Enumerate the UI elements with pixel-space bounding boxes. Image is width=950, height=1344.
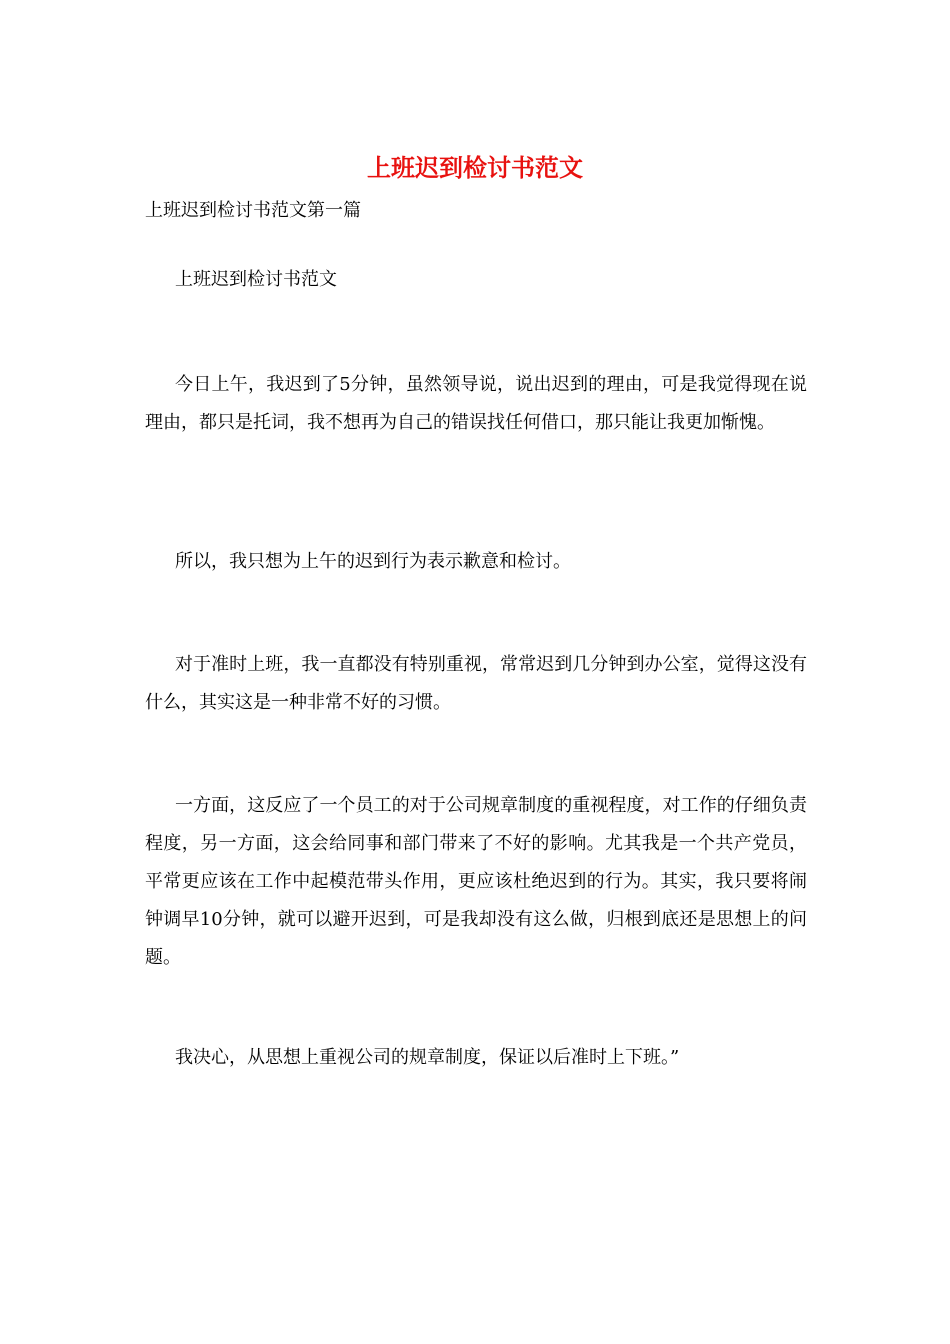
document-title: 上班迟到检讨书范文 xyxy=(367,153,583,182)
paragraph: 所以，我只想为上午的迟到行为表示歉意和检讨。 xyxy=(175,551,571,572)
paragraph: 一方面，这反应了一个员工的对于公司规章制度的重视程度，对工作的仔细负责程度，另一方面，这会给同事和部门带来了不好的影响。尤其我是一个共产党员，平常更应该在工作中起模范带头作用，更应该杜绝迟到的行为。其实，我只要将闹钟调早10分钟，就可以避开迟到，可是我却没有这么做，归根到底还是思想上的问题。 xyxy=(145,795,807,968)
paragraph: 今日上午，我迟到了5分钟，虽然领导说，说出迟到的理由，可是我觉得现在说理由，都只是托词，我不想再为自己的错误找任何借口，那只能让我更加惭愧。 xyxy=(145,374,807,433)
paragraph: 我决心，从思想上重视公司的规章制度，保证以后准时上下班。” xyxy=(175,1047,680,1068)
section-heading: 上班迟到检讨书范文第一篇 xyxy=(145,200,361,221)
paragraph: 对于准时上班，我一直都没有特别重视，常常迟到几分钟到办公室，觉得这没有什么，其实这是一种非常不好的习惯。 xyxy=(145,654,807,713)
paragraph-heading: 上班迟到检讨书范文 xyxy=(175,269,337,290)
